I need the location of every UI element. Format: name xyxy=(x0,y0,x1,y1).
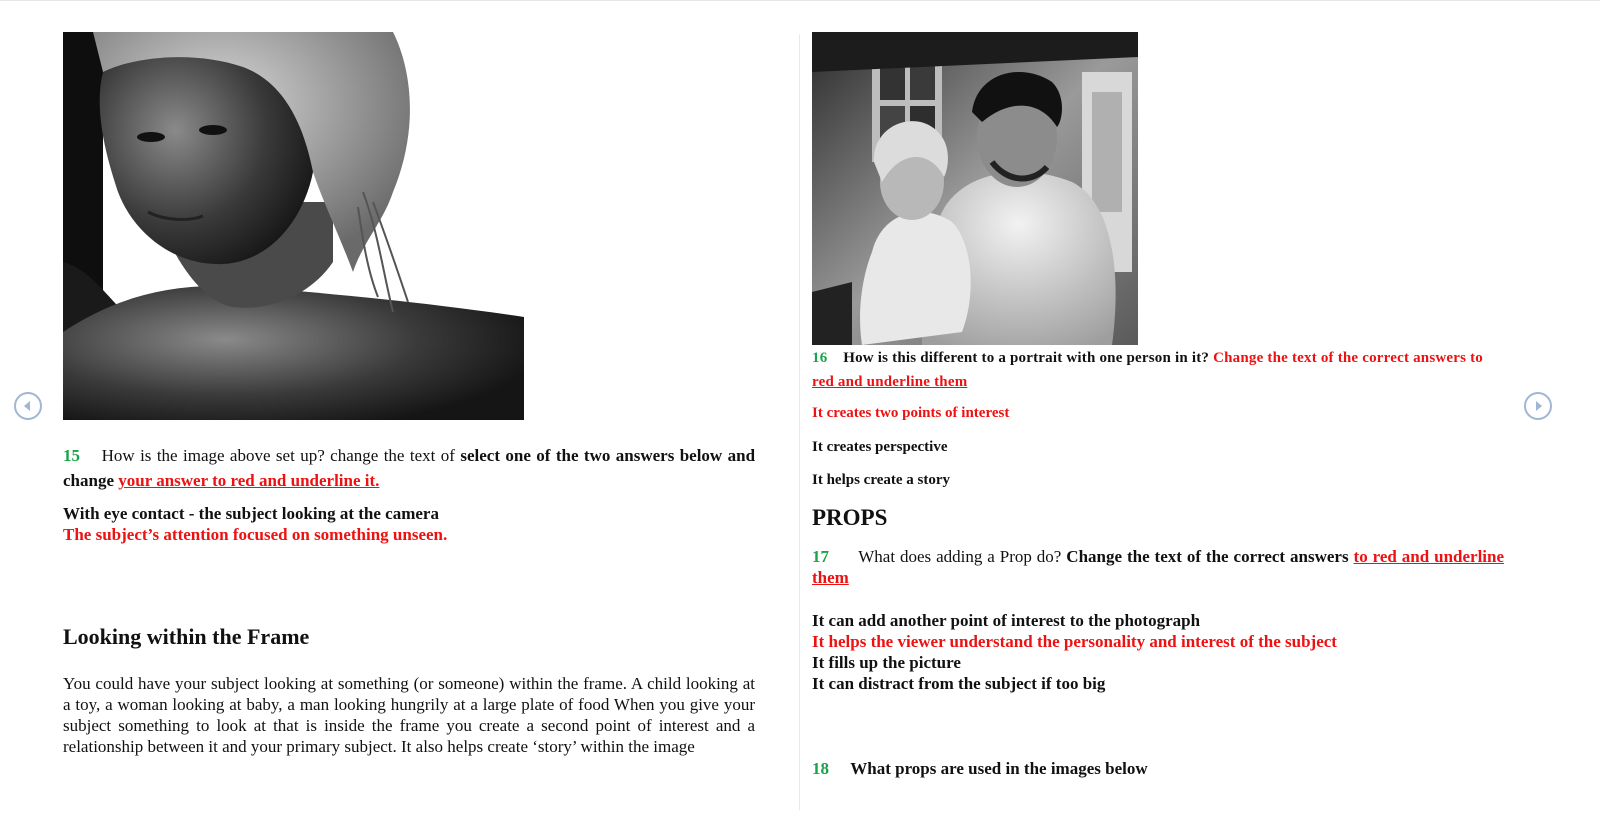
question-number: 18 xyxy=(812,759,829,778)
woman-headscarf-photo xyxy=(63,32,524,420)
previous-page-button[interactable] xyxy=(14,392,42,420)
chevron-right-circle-icon xyxy=(1526,394,1550,418)
selected-answer-text: The subject’s attention focused on something unseen xyxy=(63,525,444,544)
section-title-props: PROPS xyxy=(812,505,888,530)
question-prompt: What props are used in the images below xyxy=(850,759,1148,778)
answer-option-story[interactable]: It helps create a story xyxy=(812,472,951,488)
question-prompt: What does adding a Prop do? xyxy=(858,547,1062,566)
right-page xyxy=(800,0,1600,828)
question-instruction-highlight: red and underline them xyxy=(812,374,968,390)
question-instruction: Change the text of the correct answers to xyxy=(1213,350,1484,366)
father-daughter-photo xyxy=(812,32,1138,345)
question-instruction-highlight: to red and underline them xyxy=(812,547,1505,587)
question-15 xyxy=(63,443,755,493)
answer-option-personality[interactable]: It helps the viewer understand the personality and interest of the subject xyxy=(812,632,1337,651)
chevron-left-circle-icon xyxy=(16,394,40,418)
question-instruction: select one of the two answers below and change xyxy=(63,446,756,490)
question-16 xyxy=(812,346,1504,394)
question-instruction-highlight: your answer to red and underline it. xyxy=(118,471,380,490)
question-prompt: How is this different to a portrait with one person in it? xyxy=(843,350,1210,366)
answer-option-two-points[interactable]: It creates two points of interest xyxy=(812,405,1010,421)
answer-option-distract[interactable]: It can distract from the subject if too big xyxy=(812,674,1106,693)
question-number: 15 xyxy=(63,446,80,465)
section-title-looking-within-frame: Looking within the Frame xyxy=(63,624,310,649)
answer-option-eye-contact[interactable]: With eye contact - the subject looking at the camera xyxy=(63,504,439,523)
question-instruction: Change the text of the correct answers xyxy=(1066,547,1349,566)
answer-option-perspective[interactable]: It creates perspective xyxy=(812,439,948,455)
body-paragraph: You could have your subject looking at something (or someone) within the frame. A child looking at a toy, a woman looking at baby, a man looking hungrily at a large plate of food When you give your subject something to look at that is inside the frame you create a second point of interest and a relationship between it and your primary subject. It also helps create ‘story’ within the image xyxy=(63,674,755,756)
answer-option-unseen[interactable] xyxy=(63,524,447,545)
selected-answer-period: . xyxy=(443,525,448,544)
next-page-button[interactable] xyxy=(1524,392,1552,420)
answer-option-fills-picture[interactable]: It fills up the picture xyxy=(812,653,961,672)
answer-option-another-point[interactable]: It can add another point of interest to the photograph xyxy=(812,611,1201,630)
question-17 xyxy=(812,546,1504,588)
question-number: 17 xyxy=(812,547,829,566)
question-number: 16 xyxy=(812,350,828,366)
question-prompt: How is the image above set up? change the text of xyxy=(101,446,461,465)
question-18 xyxy=(812,758,1148,779)
